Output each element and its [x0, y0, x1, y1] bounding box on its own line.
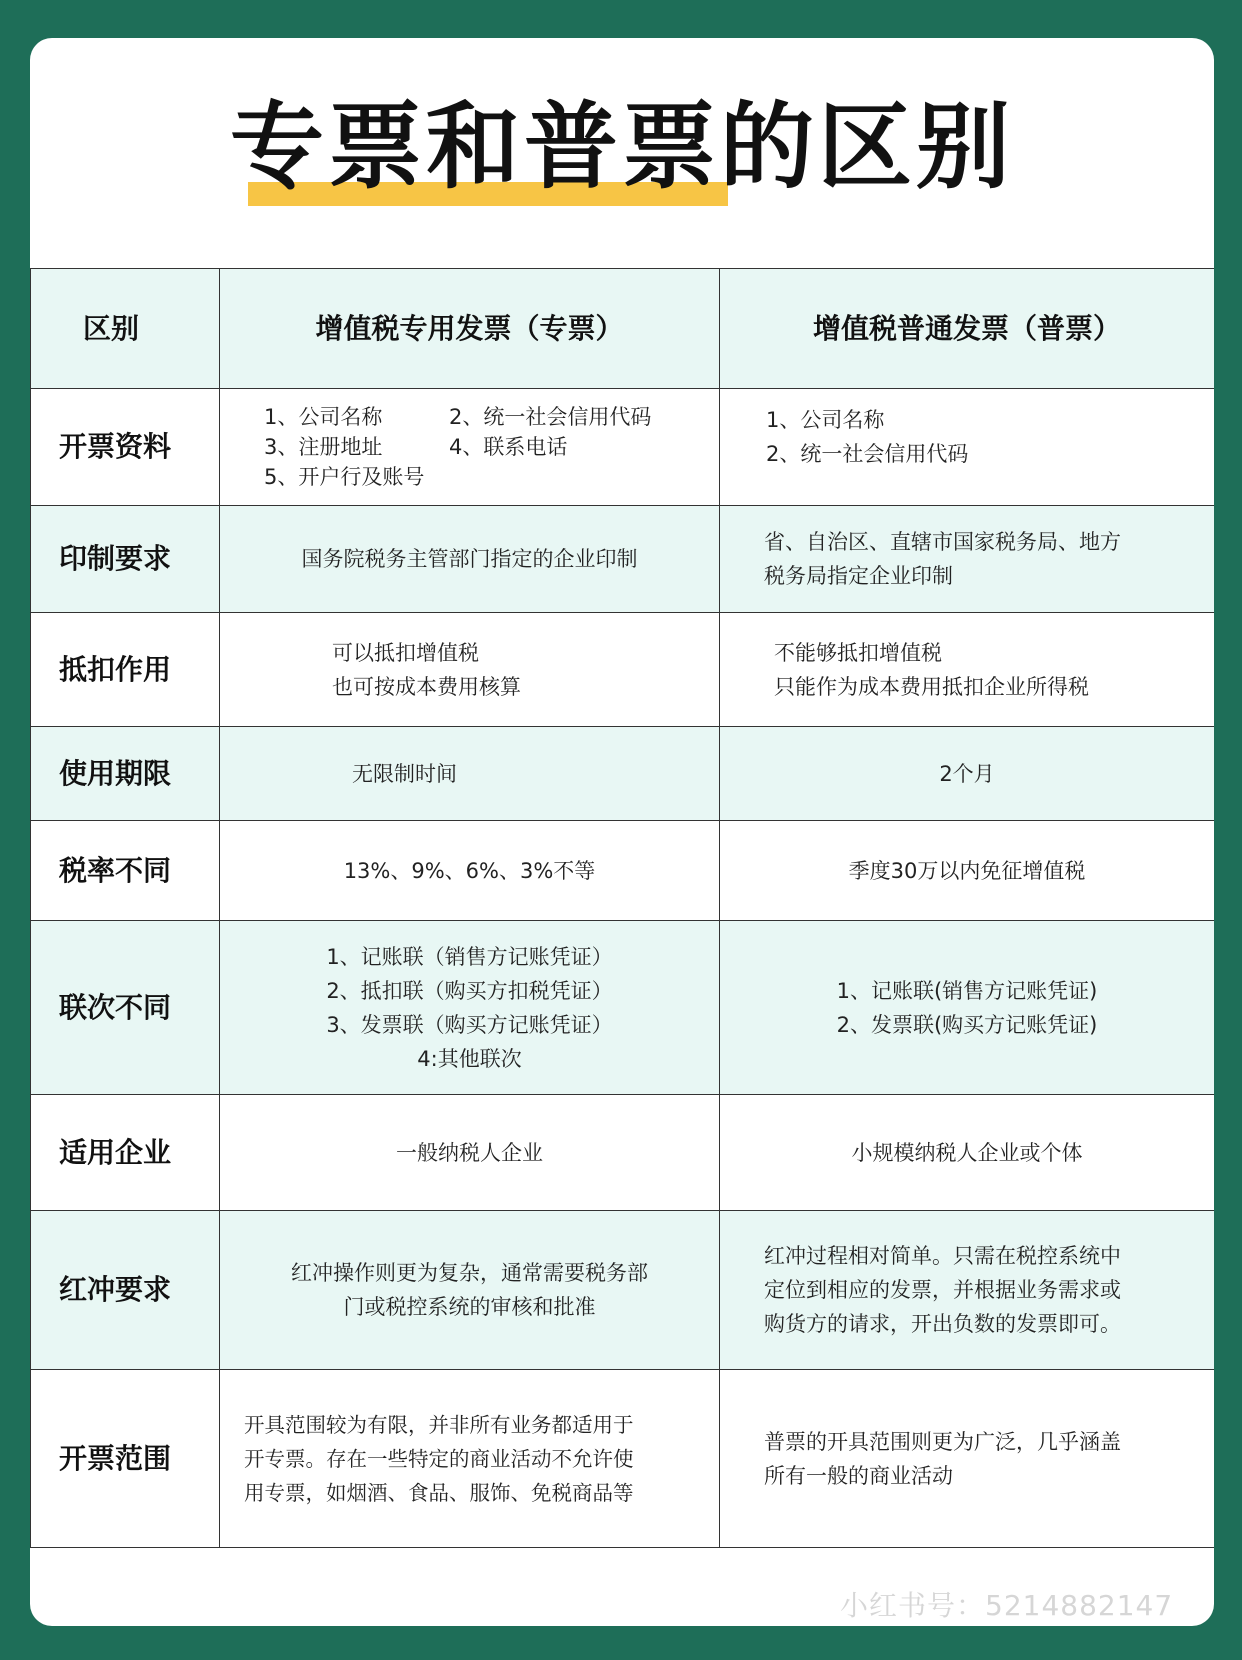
special-cell [220, 389, 720, 506]
list-item: 2、发票联(购买方记账凭证) [836, 1012, 1098, 1037]
page-title: 专票和普票的区别 [229, 93, 1014, 202]
special-cell [220, 1095, 720, 1211]
cell-text: 定位到相应的发票，并根据业务需求或 [764, 1278, 1121, 1302]
cell-text: 一般纳税人企业 [396, 1140, 543, 1165]
header-ordinary-invoice: 增值税普通发票（普票） [720, 269, 1215, 389]
row-label: 红冲要求 [31, 1211, 220, 1370]
special-cell [220, 1211, 720, 1370]
cell-text: 小规模纳税人企业或个体 [851, 1140, 1083, 1165]
ordinary-cell [720, 613, 1215, 727]
table-row [31, 727, 1215, 821]
special-cell [220, 613, 720, 727]
cell-text: 普票的开具范围则更为广泛，几乎涵盖 [764, 1429, 1121, 1454]
list-item: 3、发票联（购买方记账凭证） [326, 1012, 613, 1037]
ordinary-cell [720, 506, 1215, 613]
cell-text: 红冲操作则更为复杂，通常需要税务部 [291, 1261, 648, 1285]
table-row [31, 389, 1215, 506]
table-row [31, 613, 1215, 727]
list-item: 5、开户行及账号 [264, 465, 425, 489]
cell-text: 门或税控系统的审核和批准 [343, 1295, 596, 1319]
table-row [31, 821, 1215, 921]
table-row [31, 1095, 1215, 1211]
cell-text: 开专票。存在一些特定的商业活动不允许使 [244, 1446, 634, 1471]
list-item: 1、公司名称 [766, 408, 885, 432]
special-cell [220, 821, 720, 921]
ordinary-cell [720, 1370, 1215, 1548]
ordinary-cell [720, 1211, 1215, 1370]
cell-text: 所有一般的商业活动 [764, 1463, 953, 1488]
row-label: 使用期限 [31, 727, 220, 821]
table-row [31, 921, 1215, 1095]
cell-text: 购货方的请求，开出负数的发票即可。 [764, 1312, 1121, 1336]
row-label: 印制要求 [31, 506, 220, 613]
list-item: 2、统一社会信用代码 [766, 442, 969, 466]
comparison-table [30, 268, 1214, 1548]
cell-text: 13%、9%、6%、3%不等 [343, 858, 596, 883]
ordinary-cell [720, 921, 1215, 1095]
row-label: 联次不同 [31, 921, 220, 1095]
list-item: 3、注册地址 [264, 435, 383, 459]
cell-text: 开具范围较为有限，并非所有业务都适用于 [244, 1412, 634, 1437]
cell-text: 税务局指定企业印制 [764, 564, 953, 588]
header-diff: 区别 [31, 269, 220, 389]
special-cell [220, 921, 720, 1095]
list-item: 1、记账联(销售方记账凭证) [836, 978, 1098, 1003]
cell-text: 红冲过程相对简单。只需在税控系统中 [764, 1244, 1121, 1268]
cell-text: 也可按成本费用核算 [332, 674, 521, 699]
title-area [30, 38, 1214, 268]
ordinary-cell [720, 1095, 1215, 1211]
special-cell [220, 1370, 720, 1548]
row-label: 开票范围 [31, 1370, 220, 1548]
table-row [31, 1211, 1215, 1370]
cell-text: 用专票，如烟酒、食品、服饰、免税商品等 [244, 1480, 634, 1505]
ordinary-cell [720, 821, 1215, 921]
cell-text: 不能够抵扣增值税 [774, 640, 942, 665]
row-label: 适用企业 [31, 1095, 220, 1211]
row-label: 开票资料 [31, 389, 220, 506]
cell-text: 季度30万以内免征增值税 [848, 858, 1086, 883]
watermark: 小红书号：5214882147 [840, 1589, 1174, 1622]
table-row [31, 1370, 1215, 1548]
comparison-card [30, 38, 1214, 1626]
list-item: 4:其他联次 [417, 1046, 522, 1071]
special-cell [220, 506, 720, 613]
list-item: 2、统一社会信用代码 [449, 405, 652, 429]
ordinary-cell [720, 389, 1215, 506]
list-item: 4、联系电话 [449, 435, 568, 459]
row-label: 税率不同 [31, 821, 220, 921]
table-row [31, 506, 1215, 613]
special-cell [220, 727, 720, 821]
ordinary-cell [720, 727, 1215, 821]
row-label: 抵扣作用 [31, 613, 220, 727]
cell-text: 可以抵扣增值税 [332, 640, 479, 665]
cell-text: 只能作为成本费用抵扣企业所得税 [774, 674, 1089, 699]
cell-text: 国务院税务主管部门指定的企业印制 [301, 547, 638, 571]
table-header-row [31, 269, 1215, 389]
cell-text: 无限制时间 [352, 761, 457, 786]
cell-text: 省、自治区、直辖市国家税务局、地方 [764, 530, 1121, 554]
list-item: 2、抵扣联（购买方扣税凭证） [326, 978, 613, 1003]
header-special-invoice: 增值税专用发票（专票） [220, 269, 720, 389]
list-item: 1、公司名称 [264, 405, 383, 429]
cell-text: 2个月 [939, 761, 995, 786]
list-item: 1、记账联（销售方记账凭证） [326, 944, 613, 969]
